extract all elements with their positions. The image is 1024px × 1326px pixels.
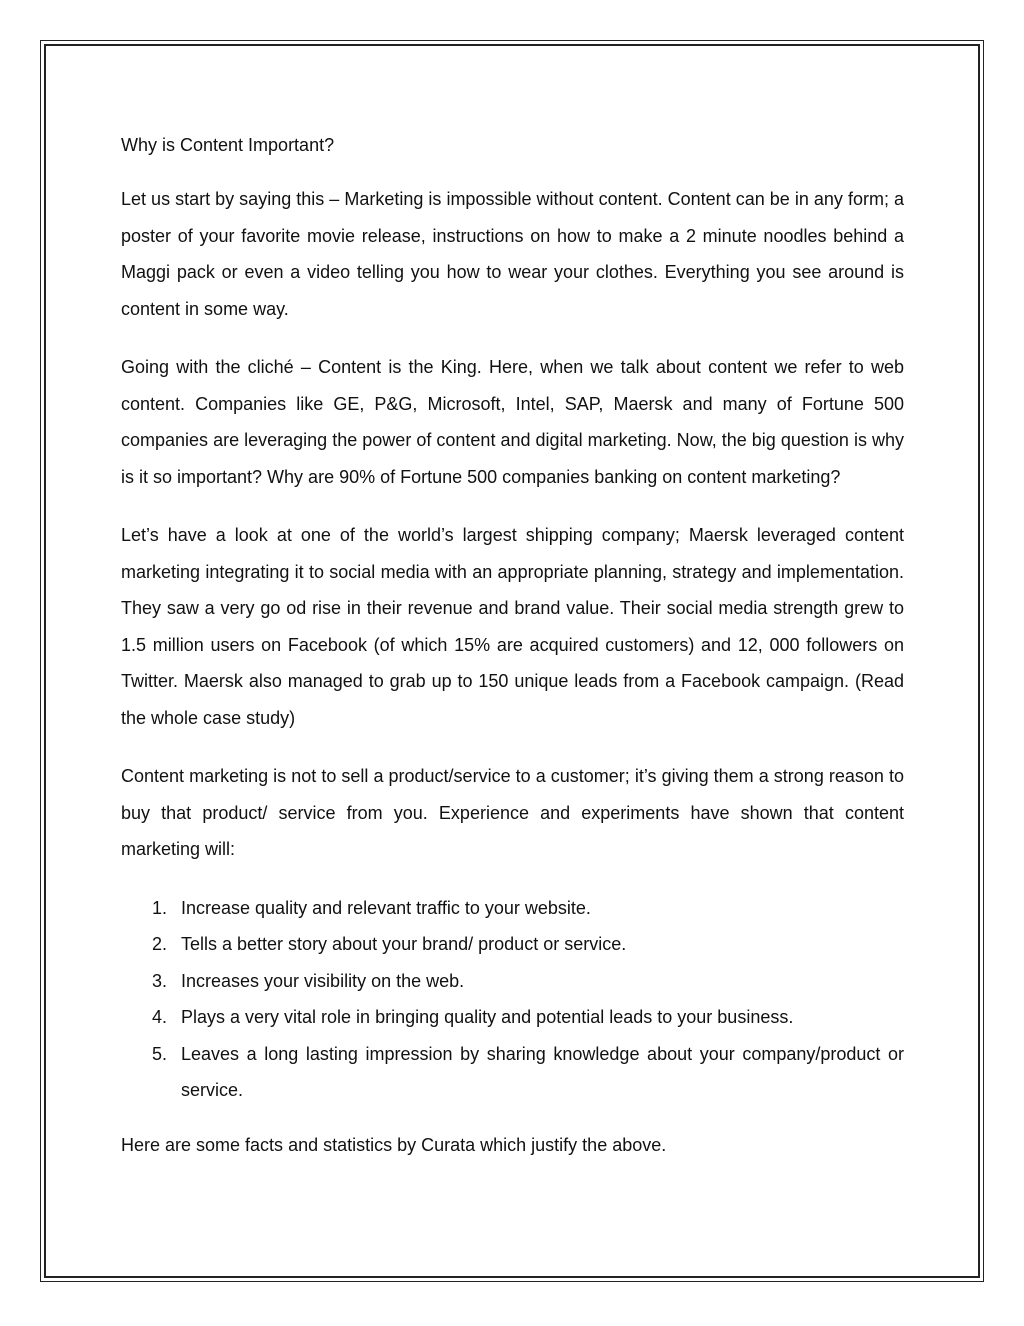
paragraph-intro: Let us start by saying this – Marketing is impossible without content. Content can be in any form; a poster of your favorite movie release, instructions on how to make a 2 minute noodles behind a Maggi pack or even a video telling you how to wear your clothes. Everything you see around is content in some way. [121,189,904,319]
list-item-number: 2. [151,934,167,954]
list-item [121,890,904,927]
closing-sentence: Here are some facts and statistics by Curata which justify the above. [121,1134,667,1155]
list-item-text: Increases your visibility on the web. [181,970,465,991]
paragraph-content-marketing: Content marketing is not to sell a product/service to a customer; it’s giving them a strong reason to buy that product/ service from you. Experience and experiments have shown that content marketing will: [121,766,904,859]
benefits-list [121,890,904,1109]
paragraph-content-king: Going with the cliché – Content is the King. Here, when we talk about content we refer to web content. Companies like GE, P&G, Microsoft, Intel, SAP, Maersk and many of Fortune 500 companies are leveraging the power of content and digital marketing. Now, the big question is why is it so important? Why are 90% of Fortune 500 companies banking on content marketing? [121,357,904,487]
document-body [121,131,904,1163]
list-item-text: Plays a very vital role in bringing quality and potential leads to your business. [181,1007,794,1027]
section-heading: Why is Content Important? [121,135,335,155]
list-item-number: 3. [151,970,167,991]
list-item-text: Tells a better story about your brand/ product or service. [181,934,627,954]
list-item [121,926,904,963]
list-item [121,963,904,1000]
list-item-number: 5. [151,1043,167,1064]
list-item-text: Increase quality and relevant traffic to your website. [181,897,591,918]
list-item-number: 4. [151,1007,167,1027]
list-item-text: Leaves a long lasting impression by sharing knowledge about your company/product or service. [181,1043,904,1100]
list-item [121,999,904,1036]
list-item-number: 1. [151,897,167,918]
list-item [121,1036,904,1109]
paragraph-maersk-case: Let’s have a look at one of the world’s largest shipping company; Maersk leveraged content marketing integrating it to social media with an appropriate planning, strategy and implementation. They saw a very go od rise in their revenue and brand value. Their social media strength grew to 1.5 million users on Facebook (of which 15% are acquired customers) and 12, 000 followers on Twitter. Maersk also managed to grab up to 150 unique leads from a Facebook campaign. (Read the whole case study) [121,525,904,728]
